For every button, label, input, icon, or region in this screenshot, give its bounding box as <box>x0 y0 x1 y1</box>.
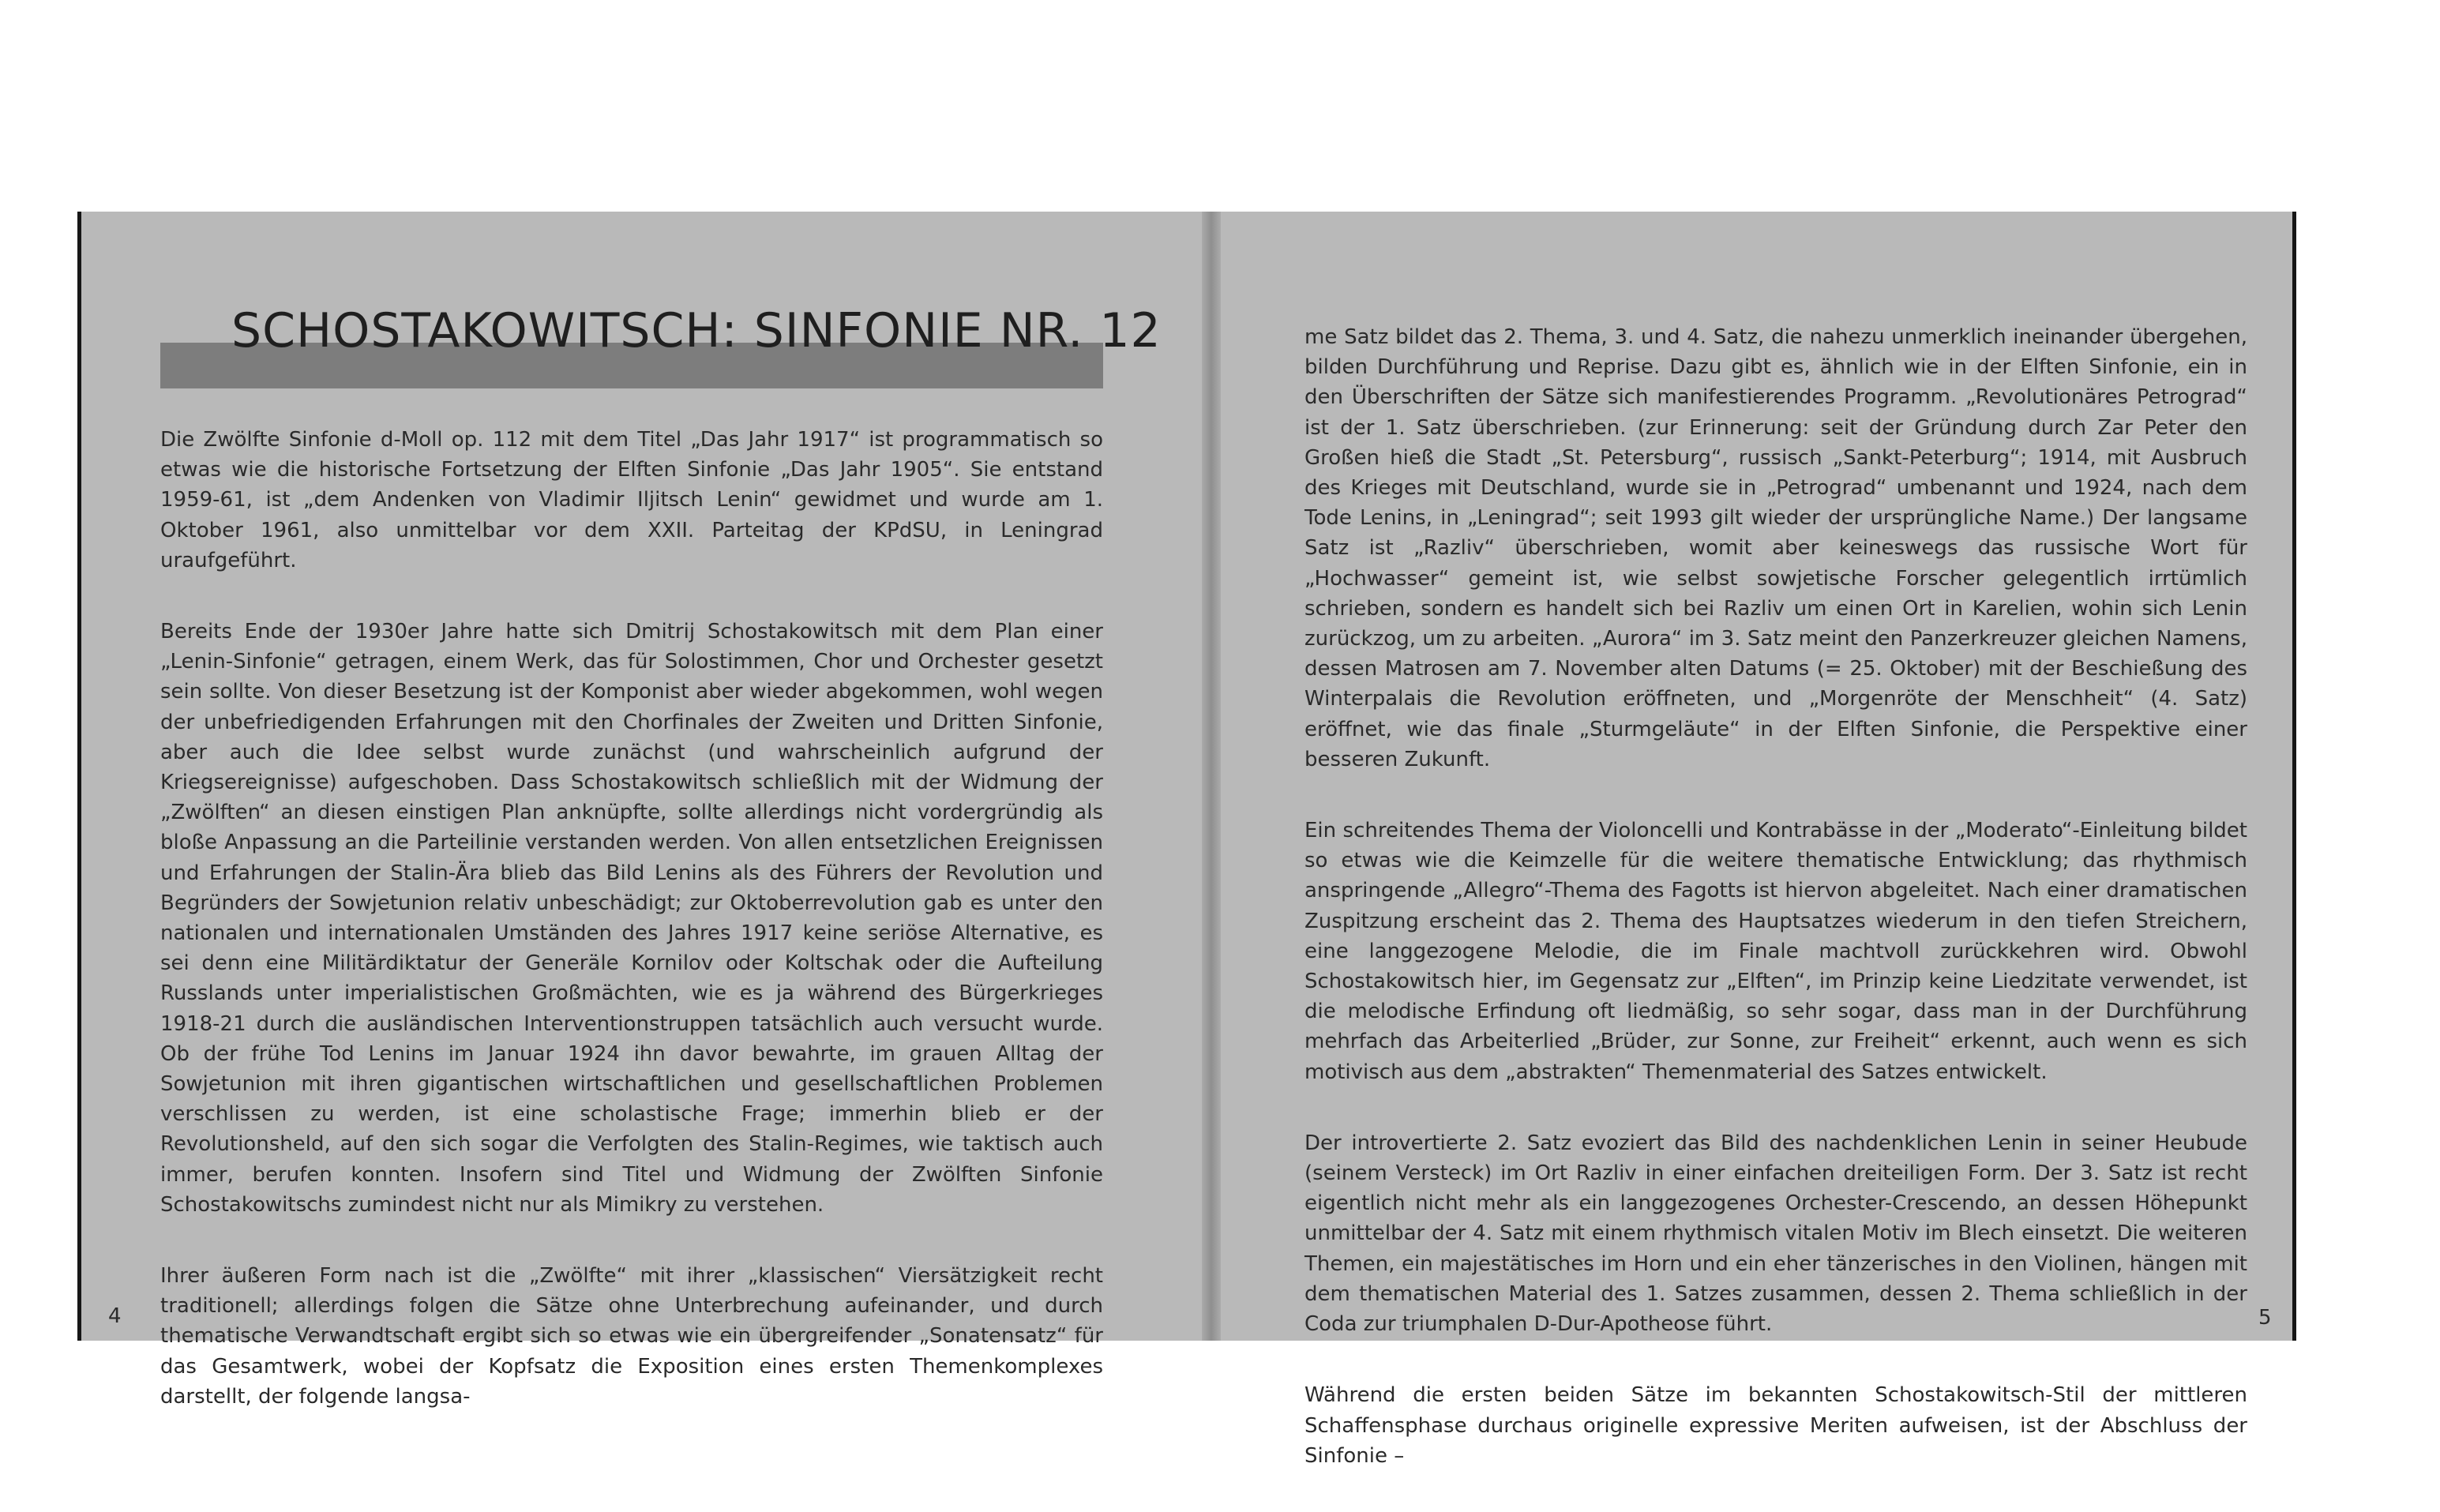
left-text-column <box>160 425 1103 1453</box>
page-number-left: 4 <box>108 1304 122 1328</box>
left-page <box>77 212 1211 1409</box>
right-page <box>1211 212 2296 1468</box>
page-number-right: 5 <box>2258 1306 2272 1330</box>
paragraph: Bereits Ende der 1930er Jahre hatte sich Dmitrij Schostakowitsch mit dem Plan einer „Lenin-Sinfonie“ getragen, einem Werk, das für Solostimmen, Chor und Orchester gesetzt sein sollte. Von dieser Besetzung ist der Komponist aber wieder abgekommen, wohl wegen der unbefriedigenden Erfahrungen mit den Chorfinales der Zweiten und Dritten Sinfonie, aber auch die Idee selbst wurde zunächst (und wahrscheinlich aufgrund der Kriegsereignisse) aufgeschoben. Dass Schostakowitsch schließlich mit der Widmung der „Zwölften“ an diesen einstigen Plan anknüpfte, sollte allerdings nicht vordergründig als bloße Anpassung an die Parteilinie verstanden werden. Von allen entsetzlichen Ereignissen und Erfahrungen der Stalin-Ära blieb das Bild Lenins als des Führers der Revolution und Begründers der Sowjetunion relativ unbeschädigt; zur Oktoberrevolution gab es unter den nationalen und internationalen Umständen des Jahres 1917 keine seriöse Alternative, es sei denn eine Militärdiktatur der Generäle Kornilov oder Koltschak oder die Aufteilung Russlands unter imperialistischen Großmächten, wie es ja während des Bürgerkrieges 1918-21 durch die ausländischen Interventionstruppen tatsächlich auch versucht wurde. Ob der frühe Tod Lenins im Januar 1924 ihn davor bewahrte, im grauen Alltag der Sowjetunion mit ihren gigantischen wirtschaftlichen und gesellschaftlichen Problemen verschlissen zu werden, ist eine scholastische Frage; immerhin blieb er der Revolutionsheld, auf den sich sogar die Verfolgten des Stalin-Regimes, wie taktisch auch immer, berufen konnten. Insofern sind Titel und Widmung der Zwölften Sinfonie Schostakowitschs zumindest nicht nur als Mimikry zu verstehen. <box>160 620 1103 1217</box>
paragraph: Ein schreitendes Thema der Violoncelli und Kontrabässe in der „Moderato“-Einleitung bildet so etwas wie die Keimzelle für die weitere thematische Entwicklung; das rhythmisch anspringende „Allegro“-Thema des Fagotts ist hiervon abgeleitet. Nach einer dramatischen Zuspitzung erscheint das 2. Thema des Hauptsatzes wiederum in den tiefen Streichern, eine langgezogene Melodie, die im Finale machtvoll zurückkehren wird. Obwohl Schostakowitsch hier, im Gegensatz zur „Elften“, im Prinzip keine Liedzitate verwendet, ist die melodische Erfindung oft liedmäßig, so sehr sogar, dass man in der Durchführung mehrfach das Arbeiterlied „Brüder, zur Sonne, zur Freiheit“ erkennt, auch wenn es sich motivisch aus dem „abstrakten“ Themenmaterial des Satzes entwickelt. <box>1304 819 2247 1084</box>
right-text-column <box>1304 322 2247 1512</box>
paragraph: Ihrer äußeren Form nach ist die „Zwölfte“ mit ihrer „klassischen“ Viersätzigkeit recht traditionell; allerdings folgen die Sätze ohne Unterbrechung aufeinander, und durch thematische Verwandtschaft ergibt sich so etwas wie ein übergreifender „Sonatensatz“ für das Gesamtwerk, wobei der Kopfsatz die Exposition eines ersten Themenkomplexes darstellt, der folgende langsa- <box>160 1264 1103 1409</box>
paragraph: me Satz bildet das 2. Thema, 3. und 4. Satz, die nahezu unmerklich ineinander übergehen, bilden Durchführung und Reprise. Dazu gibt es, ähnlich wie in der Elften Sinfonie, ein in den Überschriften der Sätze sich manifestierendes Programm. „Revolutionäres Petrograd“ ist der 1. Satz überschrieben. (zur Erinnerung: seit der Gründung durch Zar Peter den Großen hieß die Stadt „St. Petersburg“, russisch „Sankt-Peterburg“; 1914, mit Ausbruch des Krieges mit Deutschland, wurde sie in „Petrograd“ umbenannt und 1924, nach dem Tode Lenins, in „Leningrad“; seit 1993 gilt wieder der ursprüngliche Name.) Der langsame Satz ist „Razliv“ überschrieben, womit aber keineswegs das russische Wort für „Hochwasser“ gemeint ist, wie selbst sowjetische Forscher gelegentlich irrtümlich schrieben, sondern es handelt sich bei Razliv um einen Ort in Karelien, wohin sich Lenin zurückzog, um zu arbeiten. „Aurora“ im 3. Satz meint den Panzerkreuzer gleichen Namens, dessen Matrosen am 7. November alten Datums (= 25. Oktober) mit der Beschießung des Winterpalais die Revolution eröffneten, und „Morgenröte der Menschheit“ (4. Satz) eröffnet, wie das finale „Sturmgeläute“ in der Elften Sinfonie, die Perspektive einer besseren Zukunft. <box>1304 325 2247 771</box>
page-title: SCHOSTAKOWITSCH: SINFONIE NR. 12 <box>231 303 1162 358</box>
paragraph: Die Zwölfte Sinfonie d-Moll op. 112 mit dem Titel „Das Jahr 1917“ ist programmatisch so etwas wie die historische Fortsetzung der Elften Sinfonie „Das Jahr 1905“. Sie entstand 1959-61, ist „dem Andenken von Vladimir Iljitsch Lenin“ gewidmet und wurde am 1. Oktober 1961, also unmittelbar vor dem XXII. Parteitag der KPdSU, in Leningrad uraufgeführt. <box>160 428 1103 572</box>
paragraph: Der introvertierte 2. Satz evoziert das Bild des nachdenklichen Lenin in seiner Heubude (seinem Versteck) im Ort Razliv in einer einfachen dreiteiligen Form. Der 3. Satz ist recht eigentlich nicht mehr als ein langgezogenes Orchester-Crescendo, an dessen Höhepunkt unmittelbar der 4. Satz mit einem rhythmisch vitalen Motiv im Blech einsetzt. Die weiteren Themen, ein majestätisches im Horn und ein eher tänzerisches in den Violinen, hängen mit dem thematischen Material des 1. Satzes zusammen, dessen 2. Thema schließlich in der Coda zur triumphalen D-Dur-Apotheose führt. <box>1304 1131 2247 1337</box>
paragraph: Während die ersten beiden Sätze im bekannten Schostakowitsch-Stil der mittleren Schaffensphase durchaus originelle expressive Meriten aufweisen, ist der Abschluss der Sinfonie – <box>1304 1383 2247 1468</box>
booklet-spine <box>1202 212 1221 1341</box>
